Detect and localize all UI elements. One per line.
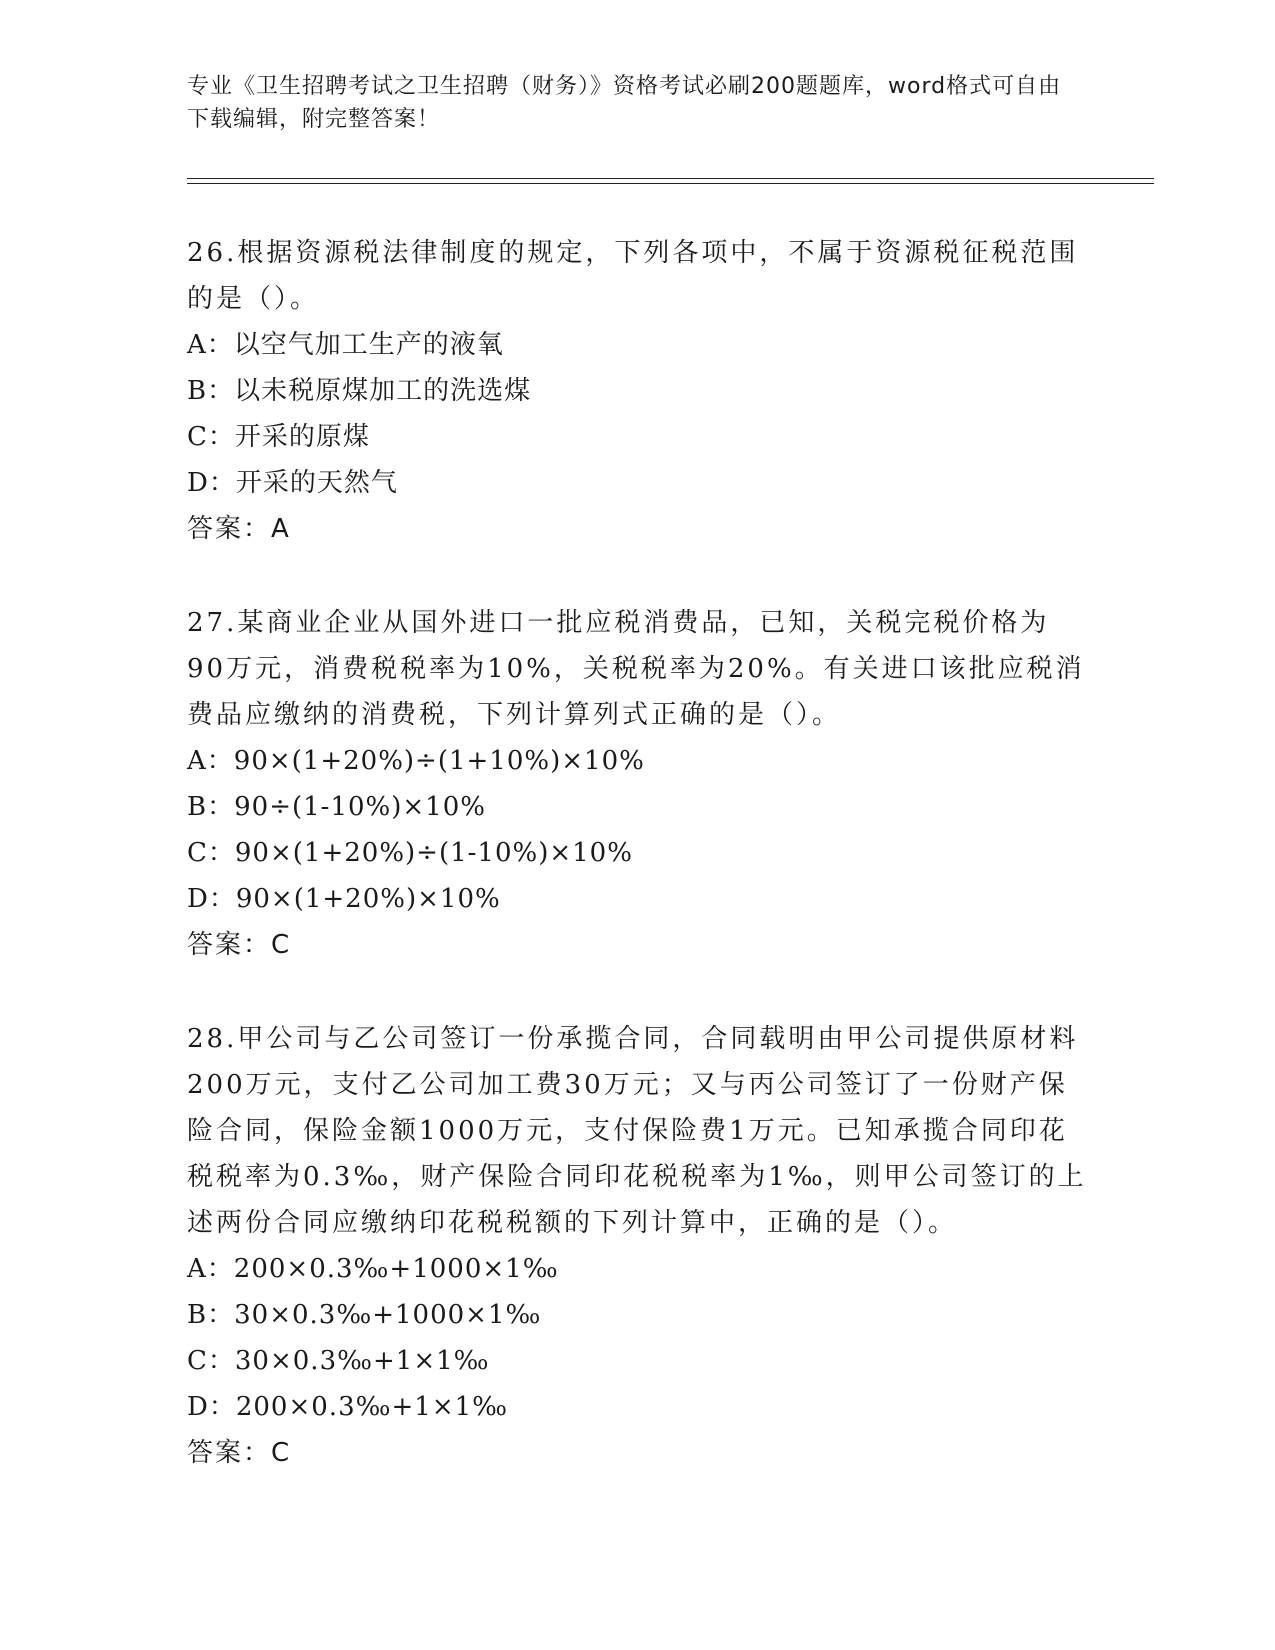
answer-line: 答案：C xyxy=(187,1438,292,1468)
answer-line: 答案：A xyxy=(187,514,291,544)
option-d: D：200×0.3‰+1×1‰ xyxy=(187,1392,509,1422)
question-28 xyxy=(187,1016,1087,1476)
option-b: B：以未税原煤加工的洗选煤 xyxy=(187,376,532,406)
option-c: C：开采的原煤 xyxy=(187,422,370,452)
option-c: C：30×0.3‰+1×1‰ xyxy=(187,1346,490,1376)
question-stem: 28.甲公司与乙公司签订一份承揽合同，合同载明由甲公司提供原材料200万元，支付乙公司加工费30万元；又与丙公司签订了一份财产保险合同，保险金额1000万元，支付保险费1万元。已知承揽合同印花税税率为0.3‰，财产保险合同印花税税率为1‰，则甲公司签订的上述两份合同应缴纳印花税税额的下列计算中，正确的是（）。 xyxy=(187,1024,1087,1238)
option-d: D：开采的天然气 xyxy=(187,468,398,498)
question-list xyxy=(187,230,1087,1524)
document-header: 专业《卫生招聘考试之卫生招聘（财务）》资格考试必刷200题题库，word格式可自由下载编辑，附完整答案！ xyxy=(187,74,1062,132)
option-a: A：200×0.3‰+1000×1‰ xyxy=(187,1254,559,1284)
option-b: B：30×0.3‰+1000×1‰ xyxy=(187,1300,542,1330)
header-divider xyxy=(187,178,1154,184)
question-26 xyxy=(187,230,1087,552)
option-a: A：以空气加工生产的液氧 xyxy=(187,330,504,360)
option-a: A：90×(1+20%)÷(1+10%)×10% xyxy=(187,746,645,776)
option-d: D：90×(1+20%)×10% xyxy=(187,884,501,914)
question-27 xyxy=(187,600,1087,968)
question-stem: 27.某商业企业从国外进口一批应税消费品，已知，关税完税价格为90万元，消费税税率为10%，关税税率为20%。有关进口该批应税消费品应缴纳的消费税，下列计算列式正确的是（）。 xyxy=(187,608,1085,730)
question-stem: 26.根据资源税法律制度的规定，下列各项中，不属于资源税征税范围的是（）。 xyxy=(187,238,1079,314)
option-c: C：90×(1+20%)÷(1-10%)×10% xyxy=(187,838,633,868)
option-b: B：90÷(1-10%)×10% xyxy=(187,792,486,822)
document-page xyxy=(187,70,1152,136)
answer-line: 答案：C xyxy=(187,930,292,960)
